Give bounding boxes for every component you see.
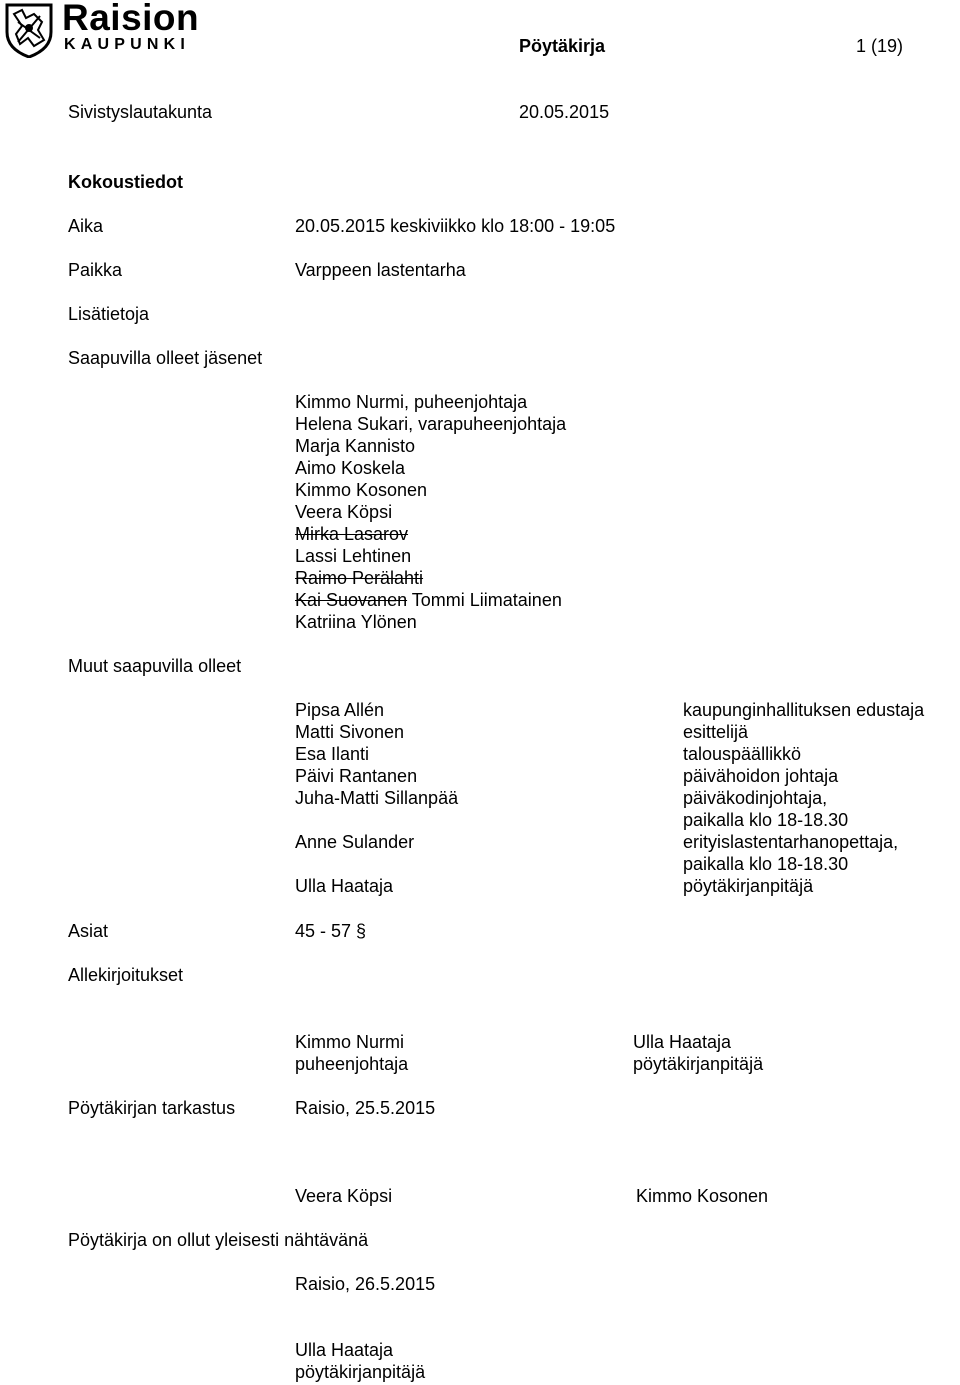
other-name: Pipsa Allén bbox=[295, 700, 385, 720]
signer-1-name: Kimmo Nurmi bbox=[295, 1032, 405, 1052]
aika-value: 20.05.2015 keskiviikko klo 18:00 - 19:05 bbox=[295, 216, 616, 236]
other-name: Esa Ilanti bbox=[295, 744, 370, 764]
other-role: päiväkodinjohtaja, bbox=[683, 788, 828, 808]
section-title: Kokoustiedot bbox=[68, 172, 183, 192]
asiat-label: Asiat bbox=[68, 921, 109, 941]
other-role: paikalla klo 18-18.30 bbox=[683, 810, 849, 830]
substitute-member: Tommi Liimatainen bbox=[411, 590, 562, 610]
other-name: Päivi Rantanen bbox=[295, 766, 418, 786]
other-name: Anne Sulander bbox=[295, 832, 415, 852]
member-item: Marja Kannisto bbox=[295, 436, 416, 456]
member-item: Kimmo Kosonen bbox=[295, 480, 428, 500]
other-role: erityislastentarhanopettaja, bbox=[683, 832, 899, 852]
logo-subtitle: KAUPUNKI bbox=[64, 36, 191, 53]
public-display-place-date: Raisio, 26.5.2015 bbox=[295, 1274, 436, 1294]
other-name: Juha-Matti Sillanpää bbox=[295, 788, 459, 808]
header-date: 20.05.2015 bbox=[519, 102, 610, 122]
member-item-absent: Kai Suovanen bbox=[295, 590, 408, 610]
public-display-label: Pöytäkirja on ollut yleisesti nähtävänä bbox=[68, 1230, 369, 1250]
inspection-label: Pöytäkirjan tarkastus bbox=[68, 1098, 236, 1118]
page-number: 1 (19) bbox=[856, 36, 904, 56]
signer-2-name: Ulla Haataja bbox=[633, 1032, 732, 1052]
signatures-label: Allekirjoitukset bbox=[68, 965, 184, 985]
paikka-label: Paikka bbox=[68, 260, 123, 280]
member-item: Aimo Koskela bbox=[295, 458, 406, 478]
members-label: Saapuvilla olleet jäsenet bbox=[68, 348, 263, 368]
other-role: paikalla klo 18-18.30 bbox=[683, 854, 849, 874]
member-item: Katriina Ylönen bbox=[295, 612, 417, 632]
aika-label: Aika bbox=[68, 216, 104, 236]
other-name: Ulla Haataja bbox=[295, 876, 394, 896]
inspection-place-date: Raisio, 25.5.2015 bbox=[295, 1098, 436, 1118]
member-item: Kimmo Nurmi, puheenjohtaja bbox=[295, 392, 528, 412]
coat-of-arms-icon bbox=[4, 2, 54, 58]
logo-wordmark: Raision bbox=[62, 0, 200, 38]
lisatietoja-label: Lisätietoja bbox=[68, 304, 150, 324]
other-role: kaupunginhallituksen edustaja bbox=[683, 700, 925, 720]
signer-2-role: pöytäkirjanpitäjä bbox=[633, 1054, 764, 1074]
document-type: Pöytäkirja bbox=[519, 36, 606, 56]
other-role: päivähoidon johtaja bbox=[683, 766, 839, 786]
raisio-logo bbox=[4, 2, 219, 58]
public-display-name: Ulla Haataja bbox=[295, 1340, 394, 1360]
member-item: Lassi Lehtinen bbox=[295, 546, 412, 566]
inspector-2: Kimmo Kosonen bbox=[636, 1186, 769, 1206]
inspector-1: Veera Köpsi bbox=[295, 1186, 393, 1206]
member-item: Veera Köpsi bbox=[295, 502, 393, 522]
asiat-value: 45 - 57 § bbox=[295, 921, 367, 941]
others-label: Muut saapuvilla olleet bbox=[68, 656, 242, 676]
others-names bbox=[295, 699, 458, 897]
others-roles bbox=[683, 699, 924, 897]
committee-name: Sivistyslautakunta bbox=[68, 102, 213, 122]
members-list bbox=[295, 391, 566, 633]
other-name: Matti Sivonen bbox=[295, 722, 405, 742]
member-item: Helena Sukari, varapuheenjohtaja bbox=[295, 414, 567, 434]
signer-1-role: puheenjohtaja bbox=[295, 1054, 409, 1074]
other-role: pöytäkirjanpitäjä bbox=[683, 876, 814, 896]
member-item-absent: Mirka Lasarov bbox=[295, 524, 409, 544]
other-role: esittelijä bbox=[683, 722, 749, 742]
paikka-value: Varppeen lastentarha bbox=[295, 260, 466, 280]
public-display-role: pöytäkirjanpitäjä bbox=[295, 1362, 426, 1382]
member-row-substitute bbox=[295, 589, 566, 611]
other-role: talouspäällikkö bbox=[683, 744, 802, 764]
member-item-absent: Raimo Perälahti bbox=[295, 568, 424, 588]
